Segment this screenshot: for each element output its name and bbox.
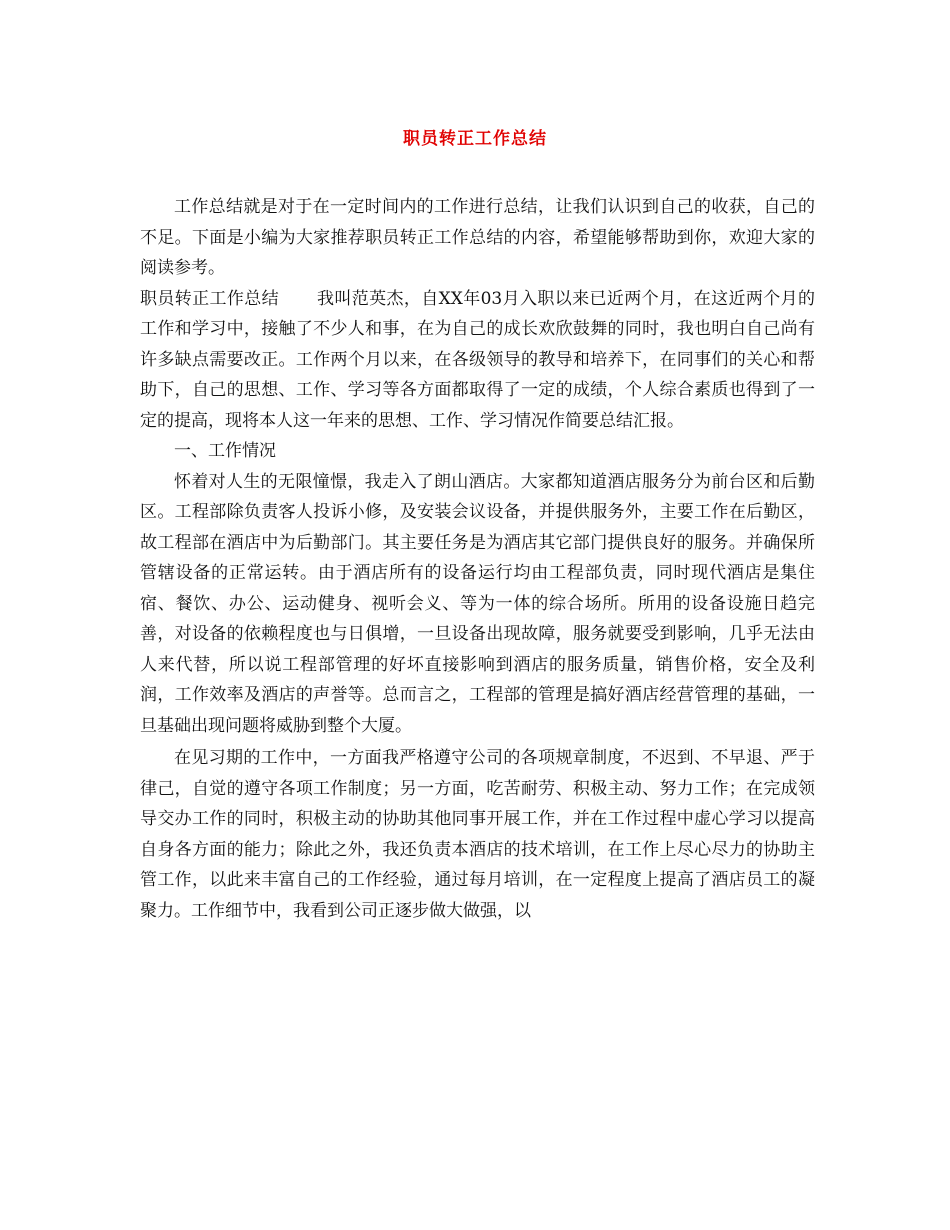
document-body [140,192,815,926]
work-paragraph-1: 怀着对人生的无限憧憬，我走入了朗山酒店。大家都知道酒店服务分为前台区和后勤区。工程部除负责客人投诉小修，及安装会议设备，并提供服务外，主要工作在后勤区，故工程部在酒店中为后勤部门。其主要任务是为酒店其它部门提供良好的服务。并确保所管辖设备的正常运转。由于酒店所有的设备运行均由工程部负责，同时现代酒店是集住宿、餐饮、办公、运动健身、视听会义、等为一体的综合场所。所用的设备设施日趋完善，对设备的依赖程度也与日俱增，一旦设备出现故障，服务就要受到影响，几乎无法由人来代替，所以说工程部管理的好坏直接影响到酒店的服务质量，销售价格，安全及利润，工作效率及酒店的声誉等。总而言之，工程部的管理是搞好酒店经营管理的基础，一旦基础出现问题将威胁到整个大厦。 [140,471,815,736]
section-inline-heading: 职员转正工作总结 [140,288,280,309]
section-paragraph-text: 我叫范英杰，自XX年03月入职以来已近两个月，在这近两个月的工作和学习中，接触了不少人和事，在为自己的成长欢欣鼓舞的同时，我也明白自己尚有许多缺点需要改正。工作两个月以来，在各级领导的教导和培养下，在同事们的关心和帮助下，自己的思想、工作、学习等各方面都取得了一定的成绩，个人综合素质也得到了一定的提高，现将本人这一年来的思想、工作、学习情况作简要总结汇报。 [140,288,816,431]
intro-paragraph: 工作总结就是对于在一定时间内的工作进行总结，让我们认识到自己的收获，自己的不足。下面是小编为大家推荐职员转正工作总结的内容，希望能够帮助到你，欢迎大家的阅读参考。 [140,197,815,278]
section-paragraph [140,284,815,437]
page-title: 职员转正工作总结 [403,129,547,149]
work-paragraph-2: 在见习期的工作中，一方面我严格遵守公司的各项规章制度，不迟到、不早退、严于律己，自觉的遵守各项工作制度；另一方面，吃苦耐劳、积极主动、努力工作；在完成领导交办工作的同时，积极主动的协助其他同事开展工作，并在工作过程中虚心学习以提高自身各方面的能力；除此之外，我还负责本酒店的技术培训，在工作上尽心尽力的协助主管工作，以此来丰富自己的工作经验，通过每月培训，在一定程度上提高了酒店员工的凝聚力。工作细节中，我看到公司正逐步做大做强，以 [140,748,815,921]
section-heading-work: 一、工作情况 [174,441,276,461]
